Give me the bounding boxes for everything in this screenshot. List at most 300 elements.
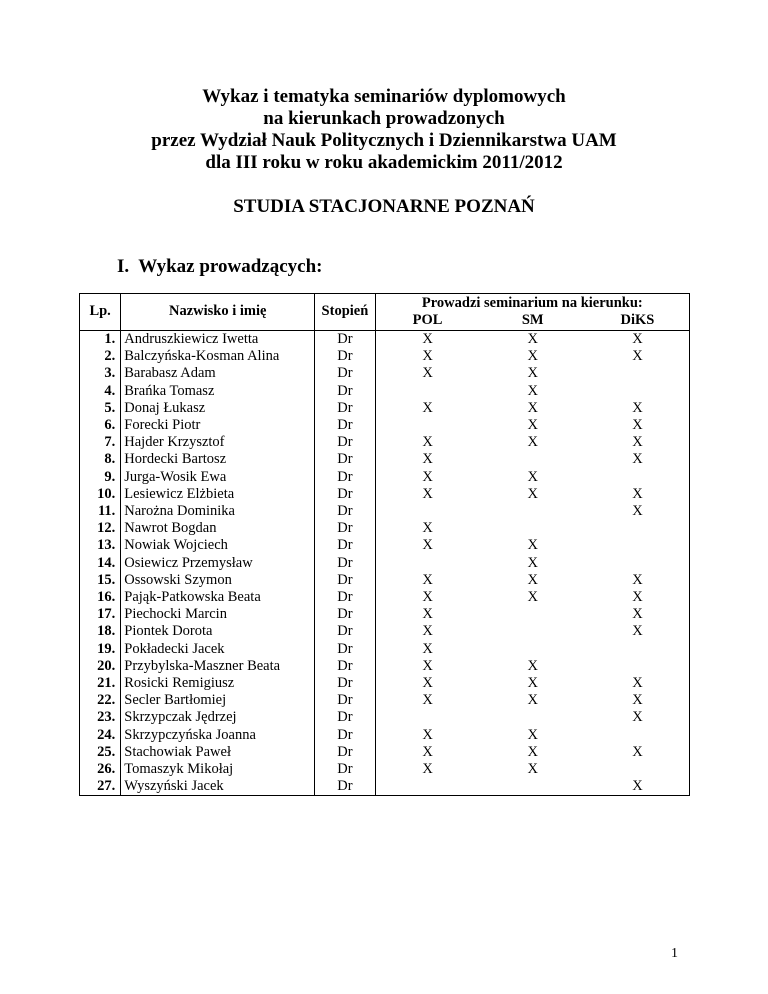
row-lp [80, 451, 121, 468]
lecturers-table [79, 293, 690, 796]
row-name [121, 417, 315, 434]
title-line-1: Wykaz i tematyka seminariów dyplomowych [202, 86, 566, 107]
row-diks-text: X [632, 399, 643, 416]
row-lp-text: 10. [97, 485, 116, 502]
row-lp [80, 744, 121, 761]
title-line-2: na kierunkach prowadzonych [263, 108, 505, 129]
header-group: Prowadzi seminarium na kierunku: [375, 294, 689, 313]
row-degree-text: Dr [337, 503, 353, 520]
row-sm-text: X [527, 761, 538, 778]
row-pol [375, 417, 479, 434]
row-pol-text: X [422, 434, 433, 451]
table-row [80, 417, 690, 434]
row-degree-text: Dr [337, 434, 353, 451]
row-lp-text: 16. [97, 589, 116, 606]
row-diks-text [586, 469, 689, 486]
table-row [80, 520, 690, 537]
row-pol-text: X [422, 675, 433, 692]
row-sm [480, 434, 586, 451]
row-pol-text: X [422, 606, 433, 623]
row-sm [480, 761, 586, 778]
row-sm [480, 641, 586, 658]
row-pol [375, 469, 479, 486]
row-diks [586, 486, 690, 503]
row-pol-text: X [422, 743, 433, 760]
row-name [121, 331, 315, 349]
row-diks-text [586, 383, 689, 400]
row-sm-text [480, 606, 586, 623]
row-name-text: Jurga-Wosik Ewa [124, 468, 227, 485]
row-degree-text: Dr [337, 640, 353, 657]
row-degree [315, 778, 375, 796]
row-diks [586, 451, 690, 468]
row-sm-text: X [527, 331, 538, 347]
row-diks-text: X [632, 606, 643, 623]
row-name [121, 641, 315, 658]
row-degree [315, 537, 375, 554]
row-degree-text: Dr [337, 606, 353, 623]
row-name [121, 658, 315, 675]
row-lp-text: 3. [104, 365, 116, 382]
row-sm-text: X [527, 743, 538, 760]
row-name-text: Wyszyński Jacek [124, 778, 224, 795]
row-diks [586, 675, 690, 692]
table-row [80, 572, 690, 589]
row-name [121, 709, 315, 726]
row-sm [480, 675, 586, 692]
row-sm-text: X [527, 657, 538, 674]
table-row [80, 451, 690, 468]
row-degree-text: Dr [337, 468, 353, 485]
row-pol [375, 520, 479, 537]
row-name [121, 383, 315, 400]
row-name-text: Barabasz Adam [124, 365, 216, 382]
table-row [80, 589, 690, 606]
table-row [80, 555, 690, 572]
row-diks-text [586, 761, 689, 778]
row-name [121, 744, 315, 761]
row-pol-text [376, 503, 480, 520]
row-sm [480, 589, 586, 606]
row-sm-text: X [527, 554, 538, 571]
row-lp [80, 469, 121, 486]
row-pol [375, 486, 479, 503]
row-diks [586, 555, 690, 572]
row-lp [80, 520, 121, 537]
row-sm [480, 692, 586, 709]
row-lp-text: 14. [97, 554, 116, 571]
row-pol-text: X [422, 348, 433, 365]
row-lp-text: 26. [97, 761, 116, 778]
row-pol-text: X [422, 571, 433, 588]
row-name [121, 778, 315, 796]
row-pol [375, 641, 479, 658]
row-sm [480, 606, 586, 623]
row-name-text: Tomaszyk Mikołaj [124, 761, 234, 778]
row-sm-text: X [527, 726, 538, 743]
row-diks-text: X [632, 623, 643, 640]
table-row [80, 709, 690, 726]
row-sm [480, 623, 586, 640]
row-sm-text: X [527, 537, 538, 554]
row-diks-text: X [632, 743, 643, 760]
row-sm [480, 658, 586, 675]
row-degree [315, 572, 375, 589]
row-pol [375, 623, 479, 640]
row-sm [480, 348, 586, 365]
row-name-text: Nowiak Wojciech [124, 537, 228, 554]
row-lp [80, 434, 121, 451]
row-name [121, 555, 315, 572]
row-diks [586, 348, 690, 365]
row-diks-text: X [632, 778, 643, 795]
row-pol [375, 400, 479, 417]
row-sm-text [480, 709, 586, 726]
row-lp-text: 4. [104, 382, 116, 399]
row-degree [315, 469, 375, 486]
row-sm-text: X [527, 365, 538, 382]
row-degree-text: Dr [337, 537, 353, 554]
row-name [121, 503, 315, 520]
row-lp [80, 761, 121, 778]
row-diks [586, 709, 690, 726]
row-degree [315, 383, 375, 400]
row-pol [375, 572, 479, 589]
row-lp-text: 9. [104, 468, 116, 485]
row-diks [586, 727, 690, 744]
row-pol-text: X [422, 657, 433, 674]
row-pol-text: X [422, 451, 433, 468]
row-pol [375, 709, 479, 726]
row-pol [375, 778, 479, 796]
row-diks [586, 417, 690, 434]
row-lp-text: 12. [97, 520, 116, 537]
row-lp-text: 15. [97, 571, 116, 588]
row-sm-text: X [527, 571, 538, 588]
row-diks-text [586, 520, 689, 537]
table-row [80, 641, 690, 658]
row-name-text: Nawrot Bogdan [124, 520, 217, 537]
row-pol-text: X [422, 761, 433, 778]
row-lp [80, 555, 121, 572]
row-lp-text: 20. [97, 657, 116, 674]
row-name-text: Ossowski Szymon [124, 571, 232, 588]
row-lp-text: 8. [104, 451, 116, 468]
table-row [80, 778, 690, 796]
row-degree [315, 658, 375, 675]
page-number: 1 [671, 946, 678, 961]
row-name-text: Brańka Tomasz [124, 382, 215, 399]
row-name [121, 692, 315, 709]
row-diks-text: X [632, 417, 643, 434]
document-subtitle: STUDIA STACJONARNE POZNAŃ [233, 196, 535, 217]
row-degree-text: Dr [337, 589, 353, 606]
row-name [121, 469, 315, 486]
row-lp-text: 25. [97, 743, 116, 760]
row-lp-text: 24. [97, 726, 116, 743]
row-degree-text: Dr [337, 726, 353, 743]
row-lp-text: 13. [97, 537, 116, 554]
row-diks [586, 761, 690, 778]
row-pol-text [376, 709, 480, 726]
row-pol-text: X [422, 537, 433, 554]
row-name-text: Andruszkiewicz Iwetta [124, 331, 259, 347]
row-name [121, 520, 315, 537]
row-degree-text: Dr [337, 382, 353, 399]
row-sm-text: X [527, 589, 538, 606]
row-degree [315, 486, 375, 503]
row-sm [480, 486, 586, 503]
table-row [80, 348, 690, 365]
row-lp-text: 5. [104, 399, 116, 416]
row-sm [480, 537, 586, 554]
table-row [80, 727, 690, 744]
row-sm [480, 520, 586, 537]
row-diks [586, 400, 690, 417]
row-pol-text: X [422, 623, 433, 640]
row-sm-text: X [527, 485, 538, 502]
row-lp-text: 22. [97, 692, 116, 709]
row-diks-text [586, 641, 689, 658]
row-degree-text: Dr [337, 743, 353, 760]
row-name-text: Donaj Łukasz [124, 399, 206, 416]
row-pol [375, 365, 479, 382]
table-row [80, 675, 690, 692]
row-diks [586, 365, 690, 382]
row-pol [375, 744, 479, 761]
row-lp-text: 27. [97, 778, 116, 795]
table-row [80, 658, 690, 675]
row-degree-text: Dr [337, 778, 353, 795]
row-name-text: Pokładecki Jacek [124, 640, 225, 657]
row-pol-text: X [422, 692, 433, 709]
row-name [121, 572, 315, 589]
header-pol: POL [375, 312, 479, 330]
row-degree [315, 709, 375, 726]
row-name [121, 761, 315, 778]
row-diks-text [586, 365, 689, 382]
row-diks-text [586, 537, 689, 554]
row-sm-text: X [527, 468, 538, 485]
row-diks [586, 589, 690, 606]
row-diks [586, 623, 690, 640]
row-pol-text: X [422, 468, 433, 485]
row-lp [80, 589, 121, 606]
row-lp-text: 1. [104, 331, 116, 347]
row-lp [80, 400, 121, 417]
row-lp-text: 23. [97, 709, 116, 726]
row-name-text: Piontek Dorota [124, 623, 213, 640]
row-lp-text: 7. [104, 434, 116, 451]
row-diks-text: X [632, 571, 643, 588]
row-pol [375, 434, 479, 451]
row-diks-text: X [632, 589, 643, 606]
row-sm [480, 778, 586, 796]
row-sm [480, 709, 586, 726]
row-degree [315, 641, 375, 658]
header-name: Nazwisko i imię [121, 294, 315, 331]
row-degree-text: Dr [337, 571, 353, 588]
row-degree-text: Dr [337, 331, 353, 347]
row-lp [80, 383, 121, 400]
row-degree [315, 623, 375, 640]
row-pol-text: X [422, 726, 433, 743]
row-degree-text: Dr [337, 399, 353, 416]
row-lp [80, 727, 121, 744]
row-pol-text: X [422, 331, 433, 347]
row-degree-text: Dr [337, 657, 353, 674]
row-name [121, 623, 315, 640]
row-sm [480, 383, 586, 400]
row-lp [80, 572, 121, 589]
row-sm [480, 503, 586, 520]
table-row [80, 503, 690, 520]
row-degree [315, 331, 375, 349]
row-pol-text [376, 383, 480, 400]
row-degree [315, 744, 375, 761]
row-pol [375, 761, 479, 778]
row-pol [375, 658, 479, 675]
row-degree-text: Dr [337, 709, 353, 726]
row-lp [80, 606, 121, 623]
row-diks [586, 778, 690, 796]
row-degree [315, 727, 375, 744]
row-pol-text [376, 778, 480, 795]
row-sm-text [480, 778, 586, 795]
row-sm-text: X [527, 399, 538, 416]
row-sm [480, 555, 586, 572]
row-name [121, 365, 315, 382]
row-diks-text [586, 555, 689, 572]
row-lp-text: 19. [97, 640, 116, 657]
row-lp-text: 6. [104, 417, 116, 434]
table-row [80, 761, 690, 778]
title-line-3: przez Wydział Nauk Politycznych i Dziennikarstwa UAM [151, 130, 617, 151]
row-sm-text: X [527, 382, 538, 399]
row-diks [586, 520, 690, 537]
row-lp [80, 537, 121, 554]
row-sm-text: X [527, 434, 538, 451]
row-degree [315, 503, 375, 520]
row-diks [586, 537, 690, 554]
row-diks [586, 503, 690, 520]
row-degree-text: Dr [337, 485, 353, 502]
row-sm [480, 365, 586, 382]
row-pol [375, 555, 479, 572]
row-pol [375, 675, 479, 692]
table-row [80, 606, 690, 623]
row-pol [375, 537, 479, 554]
row-sm [480, 727, 586, 744]
header-lp: Lp. [80, 294, 121, 331]
row-pol [375, 727, 479, 744]
row-degree [315, 417, 375, 434]
row-name [121, 589, 315, 606]
row-degree [315, 520, 375, 537]
row-lp [80, 365, 121, 382]
row-diks-text: X [632, 485, 643, 502]
row-lp [80, 692, 121, 709]
row-name [121, 606, 315, 623]
row-degree-text: Dr [337, 554, 353, 571]
row-degree [315, 400, 375, 417]
row-name-text: Piechocki Marcin [124, 606, 227, 623]
row-name [121, 675, 315, 692]
row-pol [375, 331, 479, 349]
row-name-text: Skrzypczyńska Joanna [124, 726, 256, 743]
row-lp [80, 641, 121, 658]
row-degree [315, 606, 375, 623]
row-diks-text: X [632, 348, 643, 365]
row-name-text: Pająk-Patkowska Beata [124, 589, 261, 606]
row-diks [586, 434, 690, 451]
row-lp [80, 709, 121, 726]
row-name-text: Stachowiak Paweł [124, 743, 231, 760]
row-degree [315, 365, 375, 382]
table-row [80, 383, 690, 400]
row-lp-text: 17. [97, 606, 116, 623]
row-name-text: Narożna Dominika [124, 503, 235, 520]
row-degree [315, 589, 375, 606]
row-pol-text: X [422, 399, 433, 416]
row-pol [375, 383, 479, 400]
row-degree-text: Dr [337, 520, 353, 537]
row-name [121, 451, 315, 468]
row-degree-text: Dr [337, 761, 353, 778]
row-diks [586, 331, 690, 349]
row-name-text: Osiewicz Przemysław [124, 554, 253, 571]
row-sm-text [480, 520, 586, 537]
row-pol-text: X [422, 365, 433, 382]
table-row [80, 692, 690, 709]
row-diks [586, 572, 690, 589]
row-lp [80, 778, 121, 796]
row-degree-text: Dr [337, 623, 353, 640]
row-degree [315, 434, 375, 451]
row-name [121, 400, 315, 417]
row-sm [480, 331, 586, 349]
row-diks [586, 658, 690, 675]
row-pol-text: X [422, 589, 433, 606]
row-sm [480, 572, 586, 589]
row-diks-text [586, 727, 689, 744]
row-sm-text [480, 623, 586, 640]
row-name-text: Secler Bartłomiej [124, 692, 227, 709]
row-pol [375, 692, 479, 709]
table-row [80, 434, 690, 451]
row-lp-text: 18. [97, 623, 116, 640]
row-sm-text [480, 641, 586, 658]
row-sm [480, 417, 586, 434]
row-name-text: Hordecki Bartosz [124, 451, 227, 468]
row-name-text: Przybylska-Maszner Beata [124, 657, 281, 674]
row-name [121, 434, 315, 451]
row-name [121, 727, 315, 744]
row-degree-text: Dr [337, 417, 353, 434]
row-pol-text [376, 555, 480, 572]
row-pol-text [376, 417, 480, 434]
row-diks [586, 383, 690, 400]
row-lp [80, 486, 121, 503]
row-degree-text: Dr [337, 675, 353, 692]
row-sm-text: X [527, 692, 538, 709]
row-name-text: Forecki Piotr [124, 417, 201, 434]
row-degree [315, 555, 375, 572]
row-lp [80, 503, 121, 520]
row-degree [315, 451, 375, 468]
row-name-text: Skrzypczak Jędrzej [124, 709, 237, 726]
row-diks-text: X [632, 434, 643, 451]
